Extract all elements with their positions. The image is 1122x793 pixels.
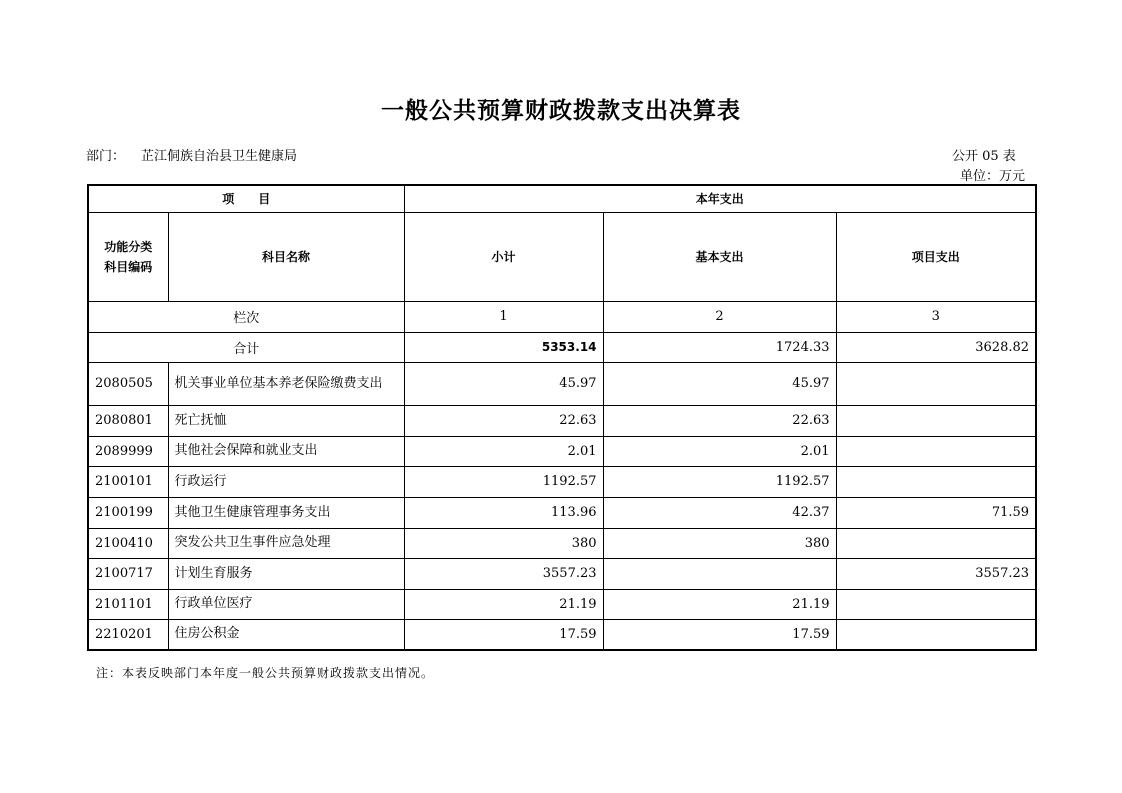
row-basic: 2.01 bbox=[603, 436, 836, 466]
column-number-row bbox=[88, 301, 1036, 332]
header-func-code bbox=[88, 212, 168, 301]
column-number-3: 3 bbox=[836, 301, 1036, 332]
row-code: 2100101 bbox=[88, 466, 168, 497]
table-row bbox=[88, 558, 1036, 589]
table-row bbox=[88, 436, 1036, 466]
row-project bbox=[836, 405, 1036, 436]
row-basic: 21.19 bbox=[603, 589, 836, 619]
row-code: 2100199 bbox=[88, 497, 168, 528]
row-project bbox=[836, 589, 1036, 619]
row-project: 71.59 bbox=[836, 497, 1036, 528]
row-project: 3557.23 bbox=[836, 558, 1036, 589]
table-row bbox=[88, 405, 1036, 436]
header-row-1 bbox=[88, 185, 1036, 212]
row-subtotal: 113.96 bbox=[404, 497, 603, 528]
total-project: 3628.82 bbox=[836, 332, 1036, 362]
row-subtotal: 380 bbox=[404, 528, 603, 558]
row-code: 2101101 bbox=[88, 589, 168, 619]
department-label: 部门： bbox=[86, 149, 126, 164]
row-project bbox=[836, 619, 1036, 650]
row-subtotal: 45.97 bbox=[404, 362, 603, 405]
row-basic: 45.97 bbox=[603, 362, 836, 405]
total-basic: 1724.33 bbox=[603, 332, 836, 362]
row-code: 2089999 bbox=[88, 436, 168, 466]
header-subject-name: 科目名称 bbox=[168, 212, 404, 301]
row-basic: 380 bbox=[603, 528, 836, 558]
row-basic: 42.37 bbox=[603, 497, 836, 528]
row-subtotal: 1192.57 bbox=[404, 466, 603, 497]
total-subtotal: 5353.14 bbox=[404, 332, 603, 362]
column-number-1: 1 bbox=[404, 301, 603, 332]
page-title: 一般公共预算财政拨款支出决算表 bbox=[381, 98, 741, 124]
table-row bbox=[88, 589, 1036, 619]
unit-label: 单位：万元 bbox=[960, 169, 1026, 184]
row-basic: 22.63 bbox=[603, 405, 836, 436]
row-subtotal: 2.01 bbox=[404, 436, 603, 466]
table-row bbox=[88, 497, 1036, 528]
row-code: 2210201 bbox=[88, 619, 168, 650]
header-subtotal: 小计 bbox=[404, 212, 603, 301]
total-label: 合计 bbox=[88, 332, 404, 362]
row-name: 其他卫生健康管理事务支出 bbox=[168, 497, 404, 528]
row-subtotal: 17.59 bbox=[404, 619, 603, 650]
header-row-2 bbox=[88, 212, 1036, 301]
row-name: 突发公共卫生事件应急处理 bbox=[168, 528, 404, 558]
row-basic: 1192.57 bbox=[603, 466, 836, 497]
row-name: 行政单位医疗 bbox=[168, 589, 404, 619]
column-number-label: 栏次 bbox=[88, 301, 404, 332]
header-item: 项 目 bbox=[88, 185, 404, 212]
row-subtotal: 3557.23 bbox=[404, 558, 603, 589]
header-func-code-line1: 功能分类 bbox=[104, 239, 153, 254]
header-func-code-line2: 科目编码 bbox=[104, 259, 153, 274]
row-code: 2080801 bbox=[88, 405, 168, 436]
column-number-2: 2 bbox=[603, 301, 836, 332]
row-project bbox=[836, 528, 1036, 558]
table-row bbox=[88, 528, 1036, 558]
row-name: 其他社会保障和就业支出 bbox=[168, 436, 404, 466]
row-subtotal: 21.19 bbox=[404, 589, 603, 619]
total-row bbox=[88, 332, 1036, 362]
form-number: 公开 05 表 bbox=[952, 149, 1016, 164]
row-code: 2100717 bbox=[88, 558, 168, 589]
row-code: 2100410 bbox=[88, 528, 168, 558]
row-name: 死亡抚恤 bbox=[168, 405, 404, 436]
row-project bbox=[836, 362, 1036, 405]
row-name: 行政运行 bbox=[168, 466, 404, 497]
department-name: 芷江侗族自治县卫生健康局 bbox=[141, 149, 298, 164]
header-current-year: 本年支出 bbox=[404, 185, 1036, 212]
row-code: 2080505 bbox=[88, 362, 168, 405]
table-row bbox=[88, 362, 1036, 405]
row-name: 计划生育服务 bbox=[168, 558, 404, 589]
row-name: 机关事业单位基本养老保险缴费支出 bbox=[168, 362, 404, 405]
row-basic: 17.59 bbox=[603, 619, 836, 650]
row-project bbox=[836, 466, 1036, 497]
row-basic bbox=[603, 558, 836, 589]
row-subtotal: 22.63 bbox=[404, 405, 603, 436]
budget-table bbox=[87, 184, 1037, 651]
table-row bbox=[88, 619, 1036, 650]
row-name: 住房公积金 bbox=[168, 619, 404, 650]
table-row bbox=[88, 466, 1036, 497]
header-project: 项目支出 bbox=[836, 212, 1036, 301]
table-note: 注：本表反映部门本年度一般公共预算财政拨款支出情况。 bbox=[96, 666, 435, 680]
row-project bbox=[836, 436, 1036, 466]
header-basic: 基本支出 bbox=[603, 212, 836, 301]
